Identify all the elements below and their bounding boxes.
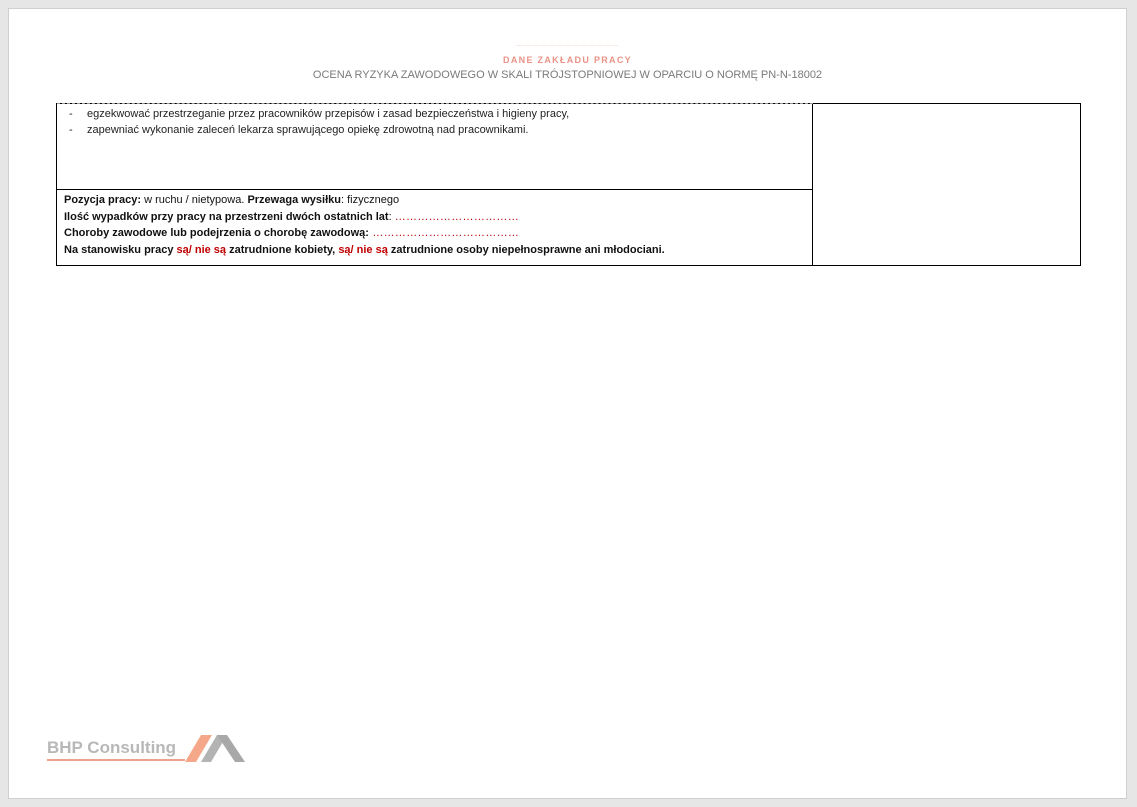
logo-underline bbox=[47, 759, 185, 761]
list-item-text: zapewniać wykonanie zaleceń lekarza sprawującego opiekę zdrowotną nad pracownikami. bbox=[87, 124, 529, 136]
header-placeholder-dots: ………………………………… bbox=[515, 41, 620, 48]
accidents-label: Ilość wypadków przy pracy na przestrzeni dwóch ostatnich lat bbox=[64, 210, 389, 223]
occupational-diseases-label: Choroby zawodowe lub podejrzenia o chorobę zawodową: bbox=[64, 227, 369, 239]
employment-text-b: zatrudnione kobiety, bbox=[226, 243, 339, 256]
list-item bbox=[69, 122, 809, 138]
document-title: OCENA RYZYKA ZAWODOWEGO W SKALI TRÓJSTOPNIOWEJ W OPARCIU O NORMĘ PN-N-18002 bbox=[312, 69, 823, 81]
row-divider bbox=[57, 189, 813, 190]
list-item-text: egzekwować przestrzeganie przez pracowników przepisów i zasad bezpieczeństwa i higieny pracy, bbox=[87, 108, 570, 120]
bhp-consulting-logo bbox=[47, 729, 247, 769]
occupational-diseases-fill-in-field: ………………………………… bbox=[368, 227, 520, 239]
column-divider bbox=[812, 104, 813, 265]
roof-mark-icon bbox=[181, 731, 249, 763]
page-break-divider bbox=[57, 103, 813, 104]
employment-line bbox=[64, 242, 809, 259]
list-item bbox=[69, 106, 809, 122]
work-position-value: w ruchu / nietypowa. bbox=[141, 194, 248, 206]
risk-assessment-table bbox=[56, 103, 1081, 266]
document-page bbox=[8, 8, 1127, 799]
company-data-heading: DANE ZAKŁADU PRACY bbox=[503, 55, 632, 65]
women-option: są/ nie są bbox=[176, 243, 227, 256]
duties-list bbox=[69, 106, 809, 138]
employment-text-c: zatrudnione osoby niepełnosprawne ani młodociani. bbox=[387, 243, 665, 256]
effort-label: Przewaga wysiłku bbox=[247, 194, 341, 206]
bullet-dash: - bbox=[69, 108, 73, 120]
accidents-line bbox=[64, 209, 809, 226]
workstation-info bbox=[64, 192, 809, 258]
accidents-fill-in-field: …………………………… bbox=[394, 210, 520, 223]
bullet-dash: - bbox=[69, 124, 73, 136]
occupational-diseases-line bbox=[64, 225, 809, 242]
logo-text: BHP Consulting bbox=[47, 738, 177, 757]
work-position-line bbox=[64, 192, 809, 209]
effort-value: : fizycznego bbox=[340, 194, 400, 206]
accidents-colon: : bbox=[388, 210, 395, 223]
disabled-option: są/ nie są bbox=[338, 243, 388, 256]
employment-text-a: Na stanowisku pracy bbox=[64, 243, 177, 256]
work-position-label: Pozycja pracy: bbox=[64, 194, 142, 206]
